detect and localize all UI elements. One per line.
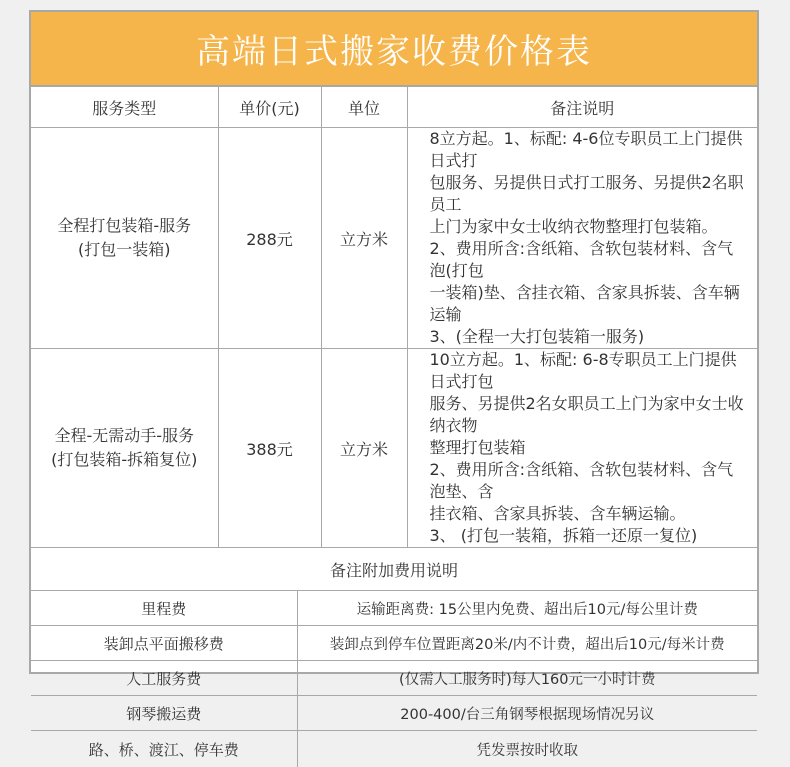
table-row	[31, 661, 757, 696]
note-line: 整理打包装箱	[430, 437, 748, 459]
unit-cell: 立方米	[321, 349, 407, 548]
header-unit: 单位	[321, 87, 407, 128]
fee-name: 钢琴搬运费	[31, 696, 297, 731]
fee-name: 路、桥、渡江、停车费	[31, 731, 297, 767]
table-row	[31, 696, 757, 731]
fee-description: (仅需人工服务时)每人160元一小时计费	[297, 661, 757, 696]
extra-fees-heading-table	[31, 548, 757, 591]
note-line: 挂衣箱、含家具拆装、含车辆运输。	[430, 503, 748, 525]
table-row	[31, 626, 757, 661]
service-price-table	[31, 87, 757, 548]
service-subname: (打包装箱-拆箱复位)	[31, 448, 218, 472]
extra-fees-table	[31, 591, 757, 767]
price-sheet	[29, 10, 759, 674]
table-row	[31, 591, 757, 626]
note-line: 一装箱)垫、含挂衣箱、含家具拆装、含车辆运输	[430, 282, 748, 326]
note-line: 10立方起。1、标配: 6-8专职员工上门提供日式打包	[430, 349, 748, 393]
table-header-row	[31, 87, 757, 128]
service-name: 全程打包装箱-服务	[31, 214, 218, 238]
service-name: 全程-无需动手-服务	[31, 424, 218, 448]
price-cell: 288元	[218, 128, 321, 349]
fee-description: 运输距离费: 15公里内免费、超出后10元/每公里计费	[297, 591, 757, 626]
fee-name: 里程费	[31, 591, 297, 626]
header-unit-price: 单价(元)	[218, 87, 321, 128]
note-cell	[407, 128, 757, 349]
note-line: 服务、另提供2名女职员工上门为家中女士收纳衣物	[430, 393, 748, 437]
note-line: 2、费用所含:含纸箱、含软包装材料、含气泡垫、含	[430, 459, 748, 503]
fee-description: 200-400/台三角钢琴根据现场情况另议	[297, 696, 757, 731]
extra-fees-heading: 备注附加费用说明	[31, 548, 757, 591]
note-cell	[407, 349, 757, 548]
fee-name: 装卸点平面搬移费	[31, 626, 297, 661]
table-row	[31, 349, 757, 548]
title-banner	[31, 12, 757, 87]
fee-name: 人工服务费	[31, 661, 297, 696]
note-line: 3、(全程一大打包装箱一服务)	[430, 326, 748, 348]
note-line: 8立方起。1、标配: 4-6位专职员工上门提供日式打	[430, 128, 748, 172]
service-subname: (打包一装箱)	[31, 238, 218, 262]
service-type-cell	[31, 349, 218, 548]
page-title: 高端日式搬家收费价格表	[196, 24, 592, 73]
price-cell: 388元	[218, 349, 321, 548]
unit-cell: 立方米	[321, 128, 407, 349]
header-service-type: 服务类型	[31, 87, 218, 128]
header-notes: 备注说明	[407, 87, 757, 128]
note-line: 包服务、另提供日式打工服务、另提供2名职员工	[430, 172, 748, 216]
table-row	[31, 731, 757, 767]
note-line: 2、费用所含:含纸箱、含软包装材料、含气泡(打包	[430, 238, 748, 282]
fee-description: 凭发票按时收取	[297, 731, 757, 767]
service-type-cell	[31, 128, 218, 349]
table-row	[31, 128, 757, 349]
fee-description: 装卸点到停车位置距离20米/内不计费，超出后10元/每米计费	[297, 626, 757, 661]
note-line: 上门为家中女士收纳衣物整理打包装箱。	[430, 216, 748, 238]
note-line: 3、 (打包一装箱，拆箱一还原一复位)	[430, 525, 748, 547]
